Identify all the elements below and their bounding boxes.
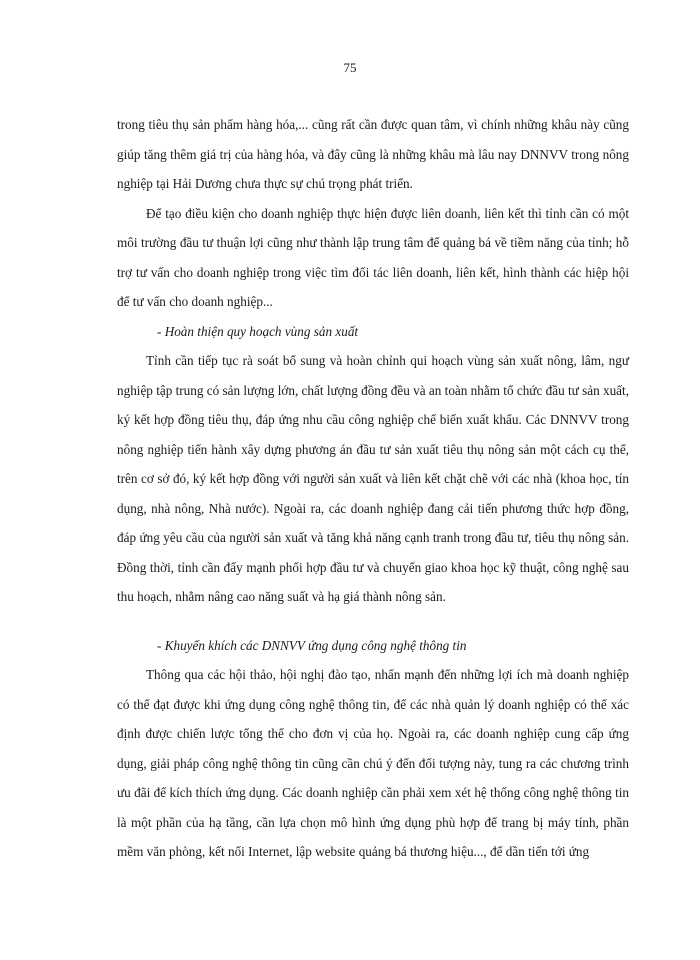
section-spacer xyxy=(117,612,629,631)
paragraph-it-adoption: Thông qua các hội thảo, hội nghị đào tạo, nhấn mạnh đến những lợi ích mà doanh nghiệp có thể đạt được khi ứng dụng công nghệ thông tin, để các nhà quản lý doanh nghiệp có thể xác định được chiến lược tổng thể cho đơn vị của họ. Ngoài ra, các doanh nghiệp cung cấp ứng dụng, giải pháp công nghệ thông tin cũng cần chú ý đến đối tượng này, tung ra các chương trình ưu đãi để kích thích ứng dụng. Các doanh nghiệp cần phải xem xét hệ thống công nghệ thông tin là một phần của hạ tầng, cần lựa chọn mô hình ứng dụng phù hợp để trang bị máy tính, phần mềm văn phòng, kết nối Internet, lập website quảng bá thương hiệu..., để dần tiến tới ứng xyxy=(117,667,629,859)
paragraph-joint-venture: Để tạo điều kiện cho doanh nghiệp thực hiện được liên doanh, liên kết thì tỉnh cần có một môi trường đầu tư thuận lợi cũng như thành lập trung tâm để quảng bá về tiềm năng của tỉnh; hỗ trợ tư vấn cho doanh nghiệp trong việc tìm đối tác liên doanh, liên kết, hình thành các hiệp hội để tư vấn cho doanh nghiệp... xyxy=(117,205,629,309)
page-number: 75 xyxy=(343,60,357,75)
section-heading-it-adoption: - Khuyến khích các DNNVV ứng dụng công nghệ thông tin xyxy=(157,637,467,653)
section-heading-production-zoning: - Hoàn thiện quy hoạch vùng sản xuất xyxy=(157,323,359,339)
paragraph-continuation: trong tiêu thụ sản phẩm hàng hóa,... cũng rất cần được quan tâm, vì chính những khâu này cũng giúp tăng thêm giá trị của hàng hóa, và đây cũng là những khâu mà lâu nay DNNVV trong nông nghiệp tại Hải Dương chưa thực sự chú trọng phát triển. xyxy=(117,117,629,191)
paragraph-production-zoning: Tỉnh cần tiếp tục rà soát bổ sung và hoàn chỉnh qui hoạch vùng sản xuất nông, lâm, ngư nghiệp tập trung có sản lượng lớn, chất lượng đồng đều và an toàn nhằm tổ chức đầu tư sản xuất, ký kết hợp đồng tiêu thụ, đáp ứng nhu cầu công nghiệp chế biến xuất khẩu. Các DNNVV trong nông nghiệp tiến hành xây dựng phương án đầu tư sản xuất tiêu thụ nông sản một cách cụ thể, trên cơ sở đó, ký kết hợp đồng với người sản xuất và liên kết chặt chẽ với các nhà (khoa học, tín dụng, nhà nông, Nhà nước). Ngoài ra, các doanh nghiệp đang cải tiến phương thức hợp đồng, đáp ứng yêu cầu của người sản xuất và tăng khả năng cạnh tranh trong đầu tư, tiêu thụ nông sản. Đồng thời, tỉnh cần đẩy mạnh phối hợp đầu tư và chuyển giao khoa học kỹ thuật, công nghệ sau thu hoạch, nhằm nâng cao năng suất và hạ giá thành nông sản. xyxy=(117,353,629,604)
document-body xyxy=(117,110,629,867)
